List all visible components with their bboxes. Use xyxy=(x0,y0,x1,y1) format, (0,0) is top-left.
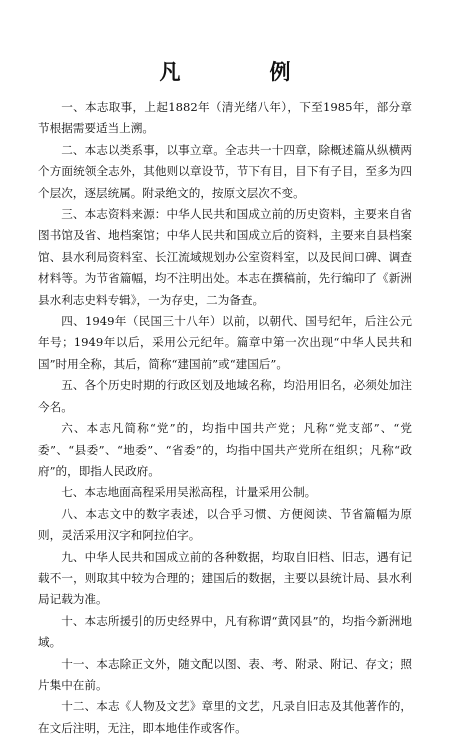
paragraph-4: 四、1949年（民国三十八年）以前，以朝代、国号纪年，后注公元年号；1949年以后，采用公元纪年。篇章中第一次出现“中华人民共和国”时用全称，其后，简称“建国前”或“建国后”。 xyxy=(38,314,412,371)
paragraph-3: 三、本志资料来源：中华人民共和国成立前的历史资料，主要来自省图书馆及省、地档案馆；中华人民共和国成立后的资料，主要来自县档案馆、县水利局资料室、长江流域规划办公室资料室，以及民间口碑、调查材料等。为节省篇幅，均不注明出处。本志在撰稿前，先行编印了《新洲县水利志史料专辑》，一为存史，二为备查。 xyxy=(38,207,412,307)
paragraph-7: 七、本志地面高程采用吴淞高程，计量采用公制。 xyxy=(61,485,317,500)
paragraph-11: 十一、本志除正文外，随文配以图、表、考、附录、附记、存文；照片集中在前。 xyxy=(38,656,412,692)
body-text xyxy=(38,97,412,739)
page-title: 凡 例 xyxy=(159,59,325,84)
paragraph-12: 十二、本志《人物及文艺》章里的文艺，凡录自旧志及其他著作的，在文后注明，无注，即本地佳作或客作。 xyxy=(38,699,412,735)
paragraph-5: 五、各个历史时期的行政区划及地域名称，均沿用旧名，必须处加注今名。 xyxy=(38,378,412,414)
paragraph-8: 八、本志文中的数字表述，以合乎习惯、方便阅读、节省篇幅为原则，灵活采用汉字和阿拉伯字。 xyxy=(38,506,412,543)
paragraph-9: 九、中华人民共和国成立前的各种数据，均取自旧档、旧志，遇有记载不一，则取其中较为合理的；建国后的数据，主要以县统计局、县水利局记载为准。 xyxy=(38,549,412,607)
paragraph-2: 二、本志以类系事，以事立章。全志共一十四章，除概述篇从纵横两个方面统领全志外，其他则以章设节，节下有目，目下有子目，至多为四个层次，逐层统属。附录绝文的，按原文层次不变。 xyxy=(38,142,412,200)
paragraph-10: 十、本志所援引的历史经界中，凡有称谓“黄冈县”的，均指今新洲地域。 xyxy=(38,613,412,650)
paragraph-6: 六、本志凡简称“党”的，均指中国共产党；凡称“党支部”、“党委”、“县委”、“地委”、“省委”的，均指中国共产党所在组织；凡称“政府”的，即指人民政府。 xyxy=(38,421,412,478)
paragraph-1: 一、本志取事，上起1882年（清光绪八年），下至1985年，部分章节根据需要适当上溯。 xyxy=(38,100,412,136)
